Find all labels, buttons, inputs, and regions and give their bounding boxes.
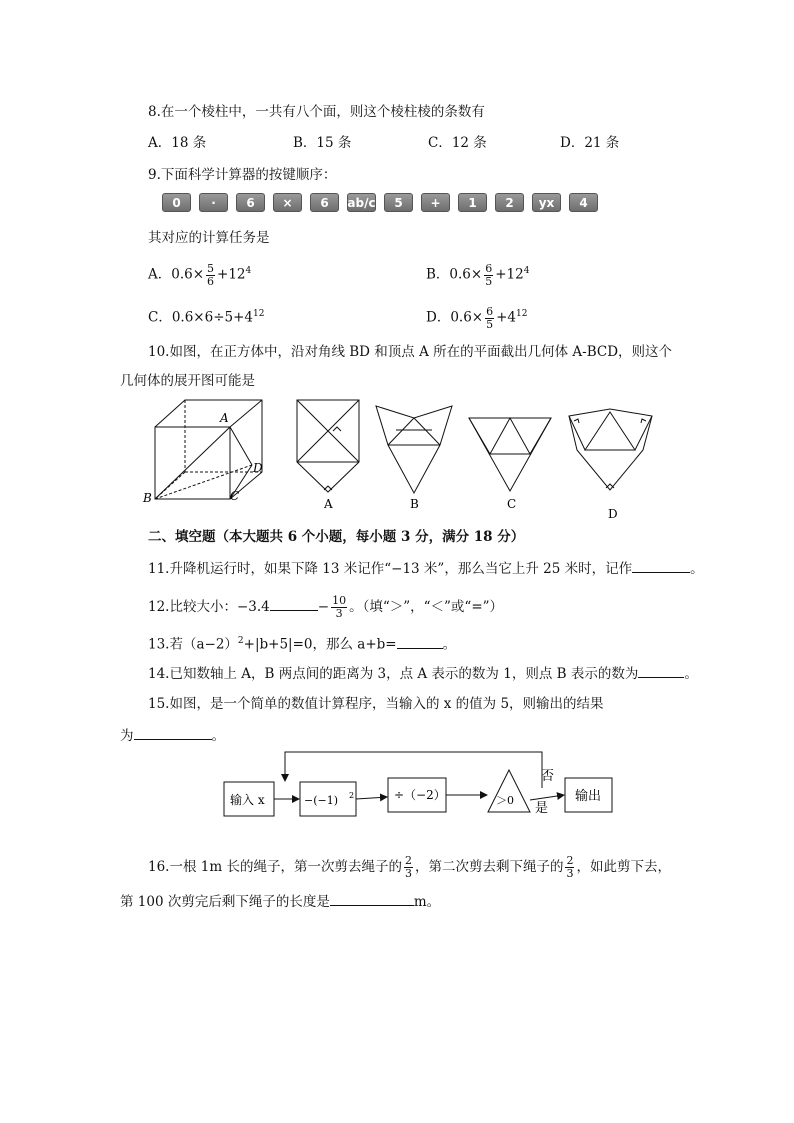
- cube-label-c: C: [230, 489, 240, 503]
- calc-key: +: [421, 193, 450, 212]
- q11: 11.升降机运行时，如果下降 13 米记作“−13 米”，那么当它上升 25 米时，记作 。: [148, 561, 704, 577]
- q8-option-c: C．12 条: [428, 135, 487, 151]
- calc-key: 0: [162, 193, 191, 212]
- net-label-a: A: [324, 497, 333, 511]
- flow-step1-exp: 2: [349, 791, 355, 800]
- q8-option-b: B．15 条: [293, 135, 352, 151]
- calculator-key-sequence: [162, 193, 598, 212]
- net-d: [569, 409, 652, 490]
- q13: 13.若$(a-2)^2+|b+5|=0$，那么 a+b= 。: [148, 636, 457, 653]
- flow-yes-label: 是: [535, 801, 549, 816]
- flow-condition-label: ＞0: [496, 794, 514, 807]
- section2-title: 二、填空题（本大题共 6 个小题，每小题 3 分，满分 18 分）: [148, 529, 525, 545]
- net-c: [469, 418, 551, 491]
- cube-label-a: A: [220, 411, 229, 425]
- q8-stem: 8.在一个棱柱中，一共有八个面，则这个棱柱棱的条数有: [148, 104, 485, 120]
- flow-input-label: 输入 x: [230, 793, 265, 807]
- q10-stem-line2: 几何体的展开图可能是: [120, 373, 255, 389]
- calc-key: yx: [532, 193, 561, 212]
- q15-line1: 15.如图，是一个简单的数值计算程序，当输入的 x 的值为 5，则输出的结果: [148, 696, 604, 712]
- cube-label-b: B: [143, 491, 152, 505]
- flow-no-label: 否: [541, 769, 555, 784]
- net-a: [297, 400, 359, 492]
- net-label-d: D: [608, 507, 618, 521]
- q14: 14.已知数轴上 A，B 两点间的距离为 3，点 A 表示的数为 1，则点 B 表示的数为 。: [148, 666, 698, 682]
- calc-key: ab/c: [347, 193, 376, 212]
- calc-key: ·: [199, 193, 228, 212]
- flow-step1-label: −(−1): [304, 794, 339, 807]
- calc-key: ×: [273, 193, 302, 212]
- calc-key: 5: [384, 193, 413, 212]
- q9-option-d: D．0.6× $\frac{6}{5}$ $+4^{12}$: [426, 304, 528, 331]
- q9-option-c: C．$0.6\times 6\div 5+4^{12}$: [148, 309, 265, 326]
- net-label-b: B: [410, 497, 419, 511]
- q9-prompt: 其对应的计算任务是: [148, 230, 270, 246]
- q9-stem: 9.下面科学计算器的按键顺序：: [148, 167, 337, 183]
- calc-key: 6: [310, 193, 339, 212]
- flow-step2-label: ÷（−2）: [394, 788, 446, 802]
- q16-line2: 第 100 次剪完后剩下绳子的长度是 m。: [120, 894, 441, 910]
- q10-stem-line1: 10.如图，在正方体中，沿对角线 BD 和顶点 A 所在的平面截出几何体 A-BCD，则这个: [148, 344, 673, 360]
- q10-figures: [0, 390, 794, 530]
- calc-key: 4: [569, 193, 598, 212]
- q8-option-a: A．18 条: [148, 135, 207, 151]
- q9-option-b: B．0.6× $\frac{6}{5}$ $+12^4$: [426, 261, 530, 288]
- calc-key: 6: [236, 193, 265, 212]
- calc-key: 2: [495, 193, 524, 212]
- q12: 12.比较大小：−3.4 − $\frac{10}{3}$ 。（填“＞”，“＜”或“=”）: [148, 594, 504, 620]
- net-b: [376, 406, 452, 493]
- cube-figure: [155, 400, 262, 499]
- cube-label-d: D: [253, 461, 263, 475]
- calc-key: 1: [458, 193, 487, 212]
- net-label-c: C: [507, 497, 517, 511]
- q8-option-d: D．21 条: [560, 135, 620, 151]
- q9-option-a: A．0.6× $\frac{5}{6}$ $+12^4$: [148, 261, 252, 288]
- q15-line2: 为 。: [120, 728, 225, 744]
- q16-line1: 16.一根 1m 长的绳子，第一次剪去绳子的 $\frac{2}{3}$ ，第二次剪去剩下绳子的 $\frac{2}{3}$ ，如此剪下去，: [148, 854, 671, 880]
- q15-flowchart: [0, 740, 794, 830]
- flow-output-label: 输出: [575, 789, 602, 804]
